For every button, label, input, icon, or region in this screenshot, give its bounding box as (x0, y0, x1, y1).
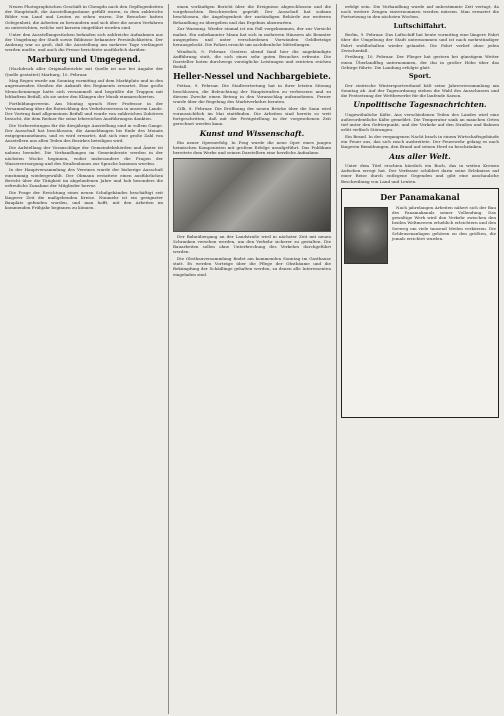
section-heading: Unpolitische Tagesnachrichten. (353, 100, 487, 110)
column-2 (168, 4, 331, 714)
article-paragraph: In der Hauptversammlung des Vereines wurde der bisherige Ausschuß einstimmig wiedergewählt. Der Obmann erstattete einen ausführlichen Bericht über die Tätigkeit im abgelaufenen Jahre und hob besonders die erfreuliche Zunahme der Mitglieder hervor. (5, 167, 163, 189)
article-paragraph: Windisch, 9. Februar. Gestern abend fand hier die angekündigte Aufführung statt, die sich eines sehr guten Besuches erfreute. Die Darsteller boten durchwegs vorzügliche Leistungen und ernteten reichen Beifall. (173, 48, 331, 70)
article-paragraph: Unter dem Titel erschien kürzlich ein Buch, das in weiten Kreisen Aufsehen erregt hat. Der Verfasser schildert darin seine Erlebnisse auf einer Reise durch entlegene Gegenden und gibt eine anschauliche Beschreibung von Land und Leuten. (341, 163, 499, 184)
article-paragraph: Die Vorbereitungen für die diesjährige Ausstellung sind in vollem Gange. Der Ausschuß hat beschlossen, die Anmeldungen bis Ende des Monats entgegenzunehmen, und es wird erwartet, daß sich eine große Zahl von Ausstellern aus allen Teilen des Bezirkes beteiligen wird. (5, 122, 163, 144)
article-paragraph: Ungewöhnliche Kälte. Aus verschiedenen Teilen des Landes wird eine außerordentliche Kälte gemeldet. Die Temperatur sank an manchen Orten tief unter den Gefrierpunkt, und der Verkehr auf den Straßen und Bahnen erlitt vielfach Störungen. (341, 111, 499, 133)
article-paragraph: Unter den Ausstellungsstücken befanden sich zahlreiche Aufnahmen aus der Umgebung der Stadt sowie Bildnisse bekannter Persönlichkeiten. Der Andrang war so groß, daß die Ausstellung um mehrere Tage verlängert werden mußte, und auch die Presse berichtete ausführlich darüber. (5, 31, 163, 53)
article-paragraph: Pettau, 9. Februar. Die Stadtvertretung hat in ihrer letzten Sitzung beschlossen, die Beleuchtung der Hauptstraßen zu verbessern und zu diesem Zwecke einen Betrag in den Voranschlag aufzunehmen. Ferner wurde über die Regelung des Marktverkehrs beraten. (173, 83, 331, 105)
article-paragraph: Die Obstbauversammlung findet am kommenden Sonntag im Gasthause statt. Es werden Vorträge über die Pflege der Obstbäume und die Bekämpfung der Schädlinge gehalten werden, zu denen alle Interessenten eingeladen sind. (173, 255, 331, 277)
article-paragraph: Der Bahnübergang an der Landstraße wird in nächster Zeit mit neuen Schranken versehen werden, um den Verkehr sicherer zu gestalten. Die Bauarbeiten sollen ohne Unterbrechung des Verkehrs durchgeführt werden. (173, 233, 331, 255)
article-paragraph: Cilli, 8. Februar. Die Eröffnung der neuen Brücke über die Sann wird voraussichtlich im Mai stattfinden. Die Arbeiten sind bereits so weit fortgeschritten, daß mit der Fertigstellung in der vorgesehenen Zeit gerechnet werden kann. (173, 105, 331, 127)
article-paragraph: Ein neuer Opernerfolg. In Prag wurde die neue Oper eines jungen heimischen Komponisten mit großem Erfolge uraufgeführt. Das Publikum bereitete dem Werke und seinen Darstellern eine herzliche Aufnahme. (173, 140, 331, 156)
article-paragraph: Zur Warnung. Wieder einmal ist ein Fall vorgekommen, der zur Vorsicht mahnt. Ein unbekannter Mann hat sich in mehreren Häusern als Beamter ausgegeben und unter verschiedenen Vorwänden Geldbeträge herausgelockt. Die Polizei ersucht um sachdienliche Mitteilungen. (173, 26, 331, 47)
box-illustration (344, 207, 388, 264)
article-paragraph: (Nachdruck aller Originalberichte mit Quelle ist nur bei Angabe der Quelle gestattet) Marburg, 10. Februar. (5, 66, 163, 77)
article-paragraph: Ein Brand. In der vergangenen Nacht brach in einem Wirtschaftsgebäude ein Feuer aus, das sich rasch ausbreitete. Der Feuerwehr gelang es nach längeren Bemühungen, den Brand auf seinen Herd zu beschränken. (341, 133, 499, 150)
column-3 (336, 4, 499, 714)
section-heading: Sport. (408, 72, 432, 81)
article-paragraph: Fortbildungsverein. Am Montag sprach Herr Professor in der Versammlung über die Entwicklung des Verkehrswesens in unserem Lande. Der Vortrag fand allgemeinen Beifall und wurde von zahlreichen Zuhörern besucht, die dem Redner für seine lehrreichen Ausführungen dankten. (5, 100, 163, 122)
article-paragraph: Die Aufstellung der Voranschläge der Gemeindebehörden und Ämter ist nahezu beendet. Die Verhandlungen im Gemeinderate werden in der nächsten Woche beginnen, wobei insbesondere die Fragen der Wasserversorgung und des Straßenbaues zur Sprache kommen werden. (5, 145, 163, 166)
article-paragraph: Neuen Photographischen Geschäft in Chengdu nach den Gepflogenheiten der Hauptstadt, die Ausstellungsräume gefüllt waren, in dem zahlreiche Bilder von Land und Leuten zu sehen waren. Die Besucher hatten Gelegenheit, die Arbeiten zu bewundern und sich über die neuen Verfahren zu unterrichten, welche seit kurzem eingeführt worden sind. (5, 4, 163, 30)
article-paragraph: Mag Regen wurde am Sonntag vormittag auf dem Marktplatz und in den angrenzenden Straßen die Ankunft des Regiments erwartet. Eine große Menschenmenge hatte sich versammelt und begrüßte die Truppen mit lebhaftem Beifall, als sie unter den Klängen der Musik einmarschierten. (5, 78, 163, 99)
box-title: Der Panamakanal (380, 191, 460, 202)
news-photo (173, 158, 331, 232)
column-1 (5, 4, 163, 714)
article-paragraph: einen vorläufigen Bericht über die Ereignisse abgeschlossen und die vorgebrachten Beschwerden geprüft. Der Ausschuß hat sodann beschlossen, die Angelegenheit der zuständigen Behörde zur weiteren Behandlung zu übergeben und das Ergebnis abzuwarten. (173, 4, 331, 25)
box-text: Nach jahrelangen Arbeiten nähert sich der Bau des Panamakanals seiner Vollendung. Das gewaltige Werk wird den Verkehr zwischen den beiden Weltmeeren erheblich erleichtern und den Seeweg um viele tausend Meilen verkürzen. Die Schleusenanlagen gehören zu den größten, die jemals errichtet wurden. (392, 204, 496, 242)
article-paragraph: erfolgt sein. Die Verhandlung wurde auf unbestimmte Zeit vertagt, da noch weitere Zeugen einvernommen werden müssen. Man erwartet die Fortsetzung in den nächsten Wochen. (341, 4, 499, 20)
section-heading: Kunst und Wissenschaft. (199, 128, 305, 138)
article-paragraph: Freiburg, 10. Februar. Der Flieger hat gestern bei günstigem Wetter einen Überlandflug unternommen, der ihn in großer Höhe über das Gebirge führte. Die Landung erfolgte glatt. (341, 54, 499, 70)
section-heading: Aus aller Welt. (389, 151, 451, 161)
section-heading: Marburg und Umgegend. (27, 54, 141, 65)
article-box (341, 188, 499, 418)
article-paragraph: Berlin, 9. Februar. Das Luftschiff hat heute vormittag eine längere Fahrt über die Umgebung der Stadt unternommen und ist nach mehrstündiger Fahrt wohlbehalten wieder gelandet. Die Fahrt verlief ohne jeden Zwischenfall. (341, 32, 499, 53)
columns-container (5, 4, 499, 714)
section-heading: Heller-Nessel und Nachbargebiete. (173, 71, 331, 82)
article-paragraph: Der steirische Wintersportverband hält seine Jahresversammlung am Sonntag ab. Auf der Tagesordnung stehen die Wahl des Ausschusses und die Festsetzung der Wettbewerbe für die laufende Saison. (341, 82, 499, 98)
article-paragraph: Die Frage der Errichtung eines neuen Schulgebäudes beschäftigt seit längerer Zeit die maßgebenden Kreise. Nunmehr ist ein geeigneter Bauplatz gefunden worden, und man hofft, mit den Arbeiten im kommenden Frühjahr beginnen zu können. (5, 189, 163, 211)
section-heading: Luftschiffahrt. (393, 21, 447, 30)
